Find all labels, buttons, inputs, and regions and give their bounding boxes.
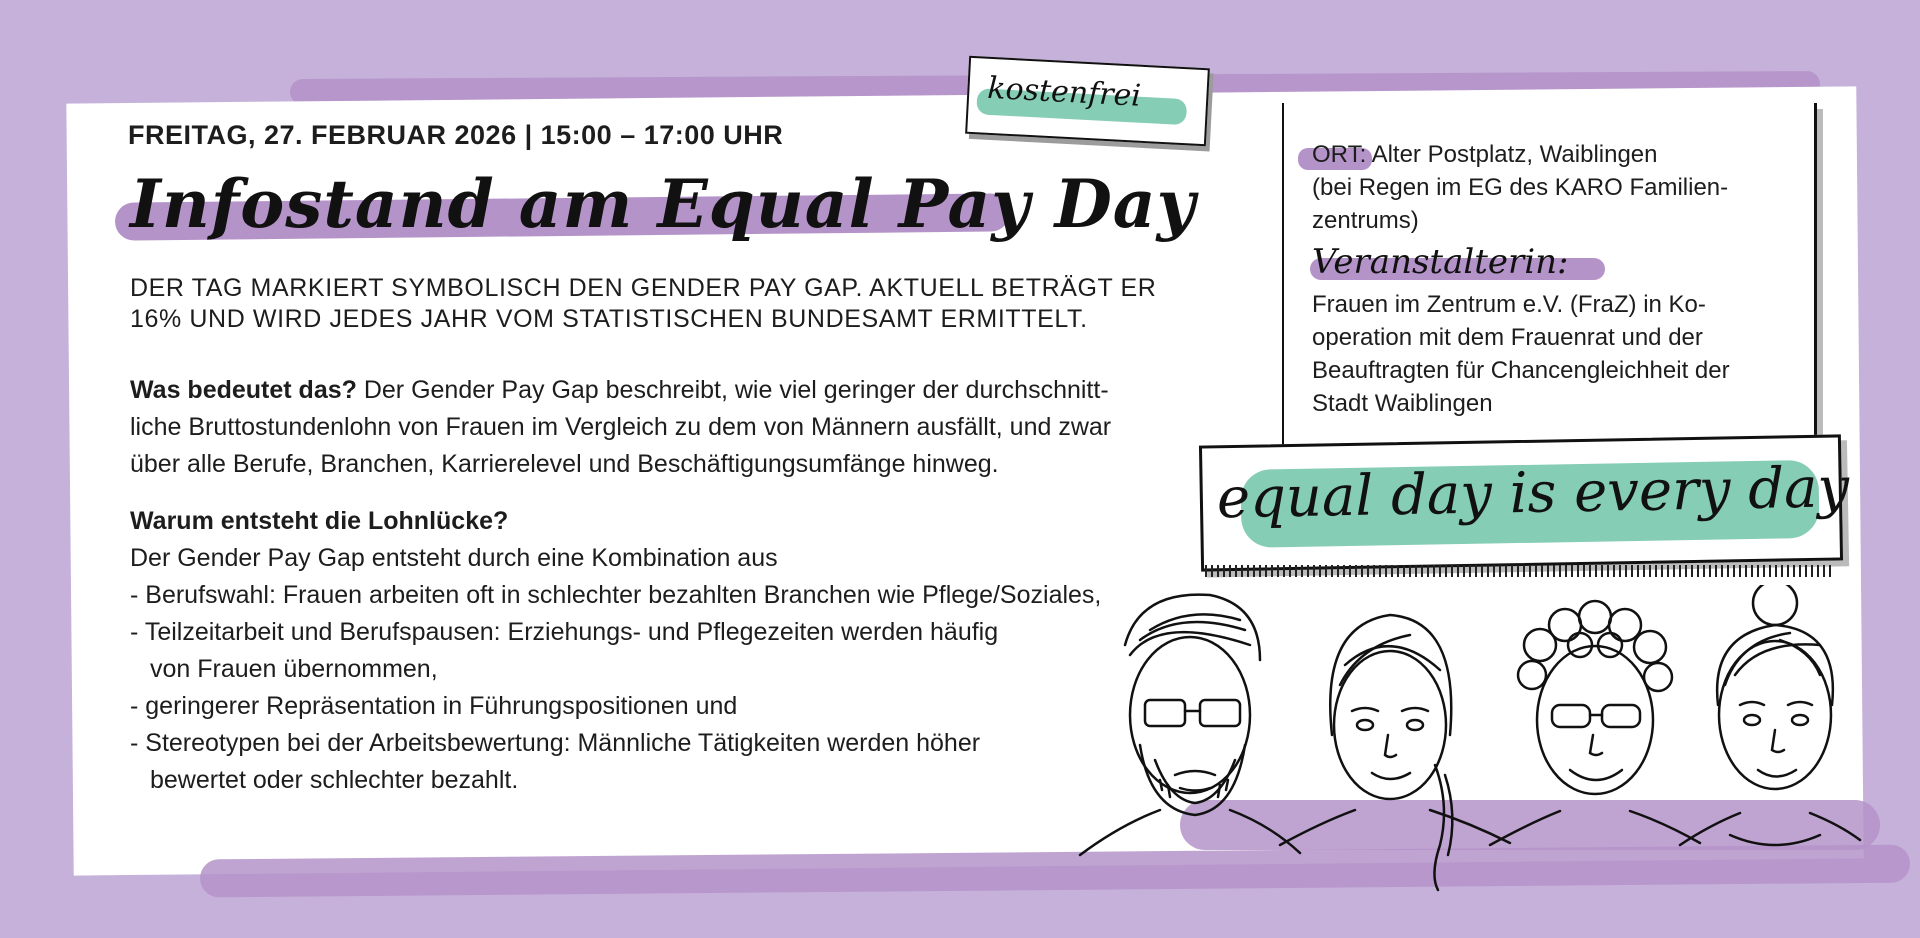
- section-meaning-line-1: Der Gender Pay Gap beschreibt, wie viel geringer der durchschnitt-: [356, 376, 1109, 404]
- woman-braid-face-icon: [1280, 615, 1510, 890]
- intro-line-1: DER TAG MARKIERT SYMBOLISCH DEN GENDER PAY GAP. AKTUELL BETRÄGT ER: [130, 274, 1157, 302]
- section-reasons-intro: Der Gender Pay Gap entsteht durch eine Kombination aus: [130, 544, 778, 572]
- tag-label: kostenfrei: [986, 70, 1142, 114]
- intro-line-2: 16% UND WIRD JEDES JAHR VOM STATISTISCHEN BUNDESAMT ERMITTELT.: [130, 305, 1088, 333]
- section-meaning-line-2: liche Bruttostundenlohn von Frauen im Vergleich zu dem von Männern ausfällt, und zwar: [130, 413, 1112, 441]
- organizer-info: [1312, 288, 1802, 420]
- curly-hair-face-icon: [1490, 601, 1700, 845]
- slogan-text: equal day is every day: [1216, 455, 1850, 532]
- reason-item-2: - Teilzeitarbeit und Berufspausen: Erziehungs- und Pflegezeiten werden häufig: [130, 618, 999, 646]
- section-meaning-line-3: über alle Berufe, Branchen, Karrierelevel und Beschäftigungsumfänge hinweg.: [130, 450, 999, 478]
- ort-label: ORT:: [1312, 141, 1367, 168]
- section-reasons-heading: Warum entsteht die Lohnlücke?: [130, 507, 509, 535]
- ruler-decoration: [1205, 565, 1835, 577]
- reason-item-1: - Berufswahl: Frauen arbeiten oft in schlechter bezahlten Branchen wie Pflege/Soziales,: [130, 581, 1102, 609]
- organizer-line-3: Beauftragten für Chancengleichheit der: [1312, 357, 1730, 384]
- event-date: FREITAG, 27. FEBRUAR 2026 | 15:00 – 17:00 UHR: [128, 120, 784, 150]
- section-meaning: [130, 372, 1240, 483]
- organizer-label: Veranstalterin:: [1312, 242, 1569, 282]
- reason-item-4-cont: bewertet oder schlechter bezahlt.: [150, 766, 519, 794]
- section-meaning-heading: Was bedeutet das?: [130, 376, 357, 404]
- man-face-icon: [1080, 595, 1300, 855]
- location-info: [1312, 138, 1802, 237]
- slogan-banner: [1199, 434, 1850, 571]
- page-title: Infostand am Equal Pay Day: [130, 165, 1196, 243]
- bun-hair-face-icon: [1680, 585, 1860, 845]
- faces-illustration: [1060, 585, 1870, 895]
- reason-item-3: - geringerer Repräsentation in Führungspositionen und: [130, 692, 738, 720]
- reason-item-2-cont: von Frauen übernommen,: [150, 655, 438, 683]
- organizer-line-2: operation mit dem Frauenrat und der: [1312, 324, 1703, 351]
- ort-line-1: Alter Postplatz, Waiblingen: [1366, 141, 1658, 168]
- ort-line-3: zentrums): [1312, 207, 1419, 234]
- organizer-line-1: Frauen im Zentrum e.V. (FraZ) in Ko-: [1312, 291, 1706, 318]
- ort-line-2: (bei Regen im EG des KARO Familien-: [1312, 174, 1729, 201]
- reason-item-4: - Stereotypen bei der Arbeitsbewertung: Männliche Tätigkeiten werden höher: [130, 729, 981, 757]
- free-tag: [965, 56, 1210, 147]
- organizer-line-4: Stadt Waiblingen: [1312, 390, 1493, 417]
- intro-text: [130, 273, 1220, 335]
